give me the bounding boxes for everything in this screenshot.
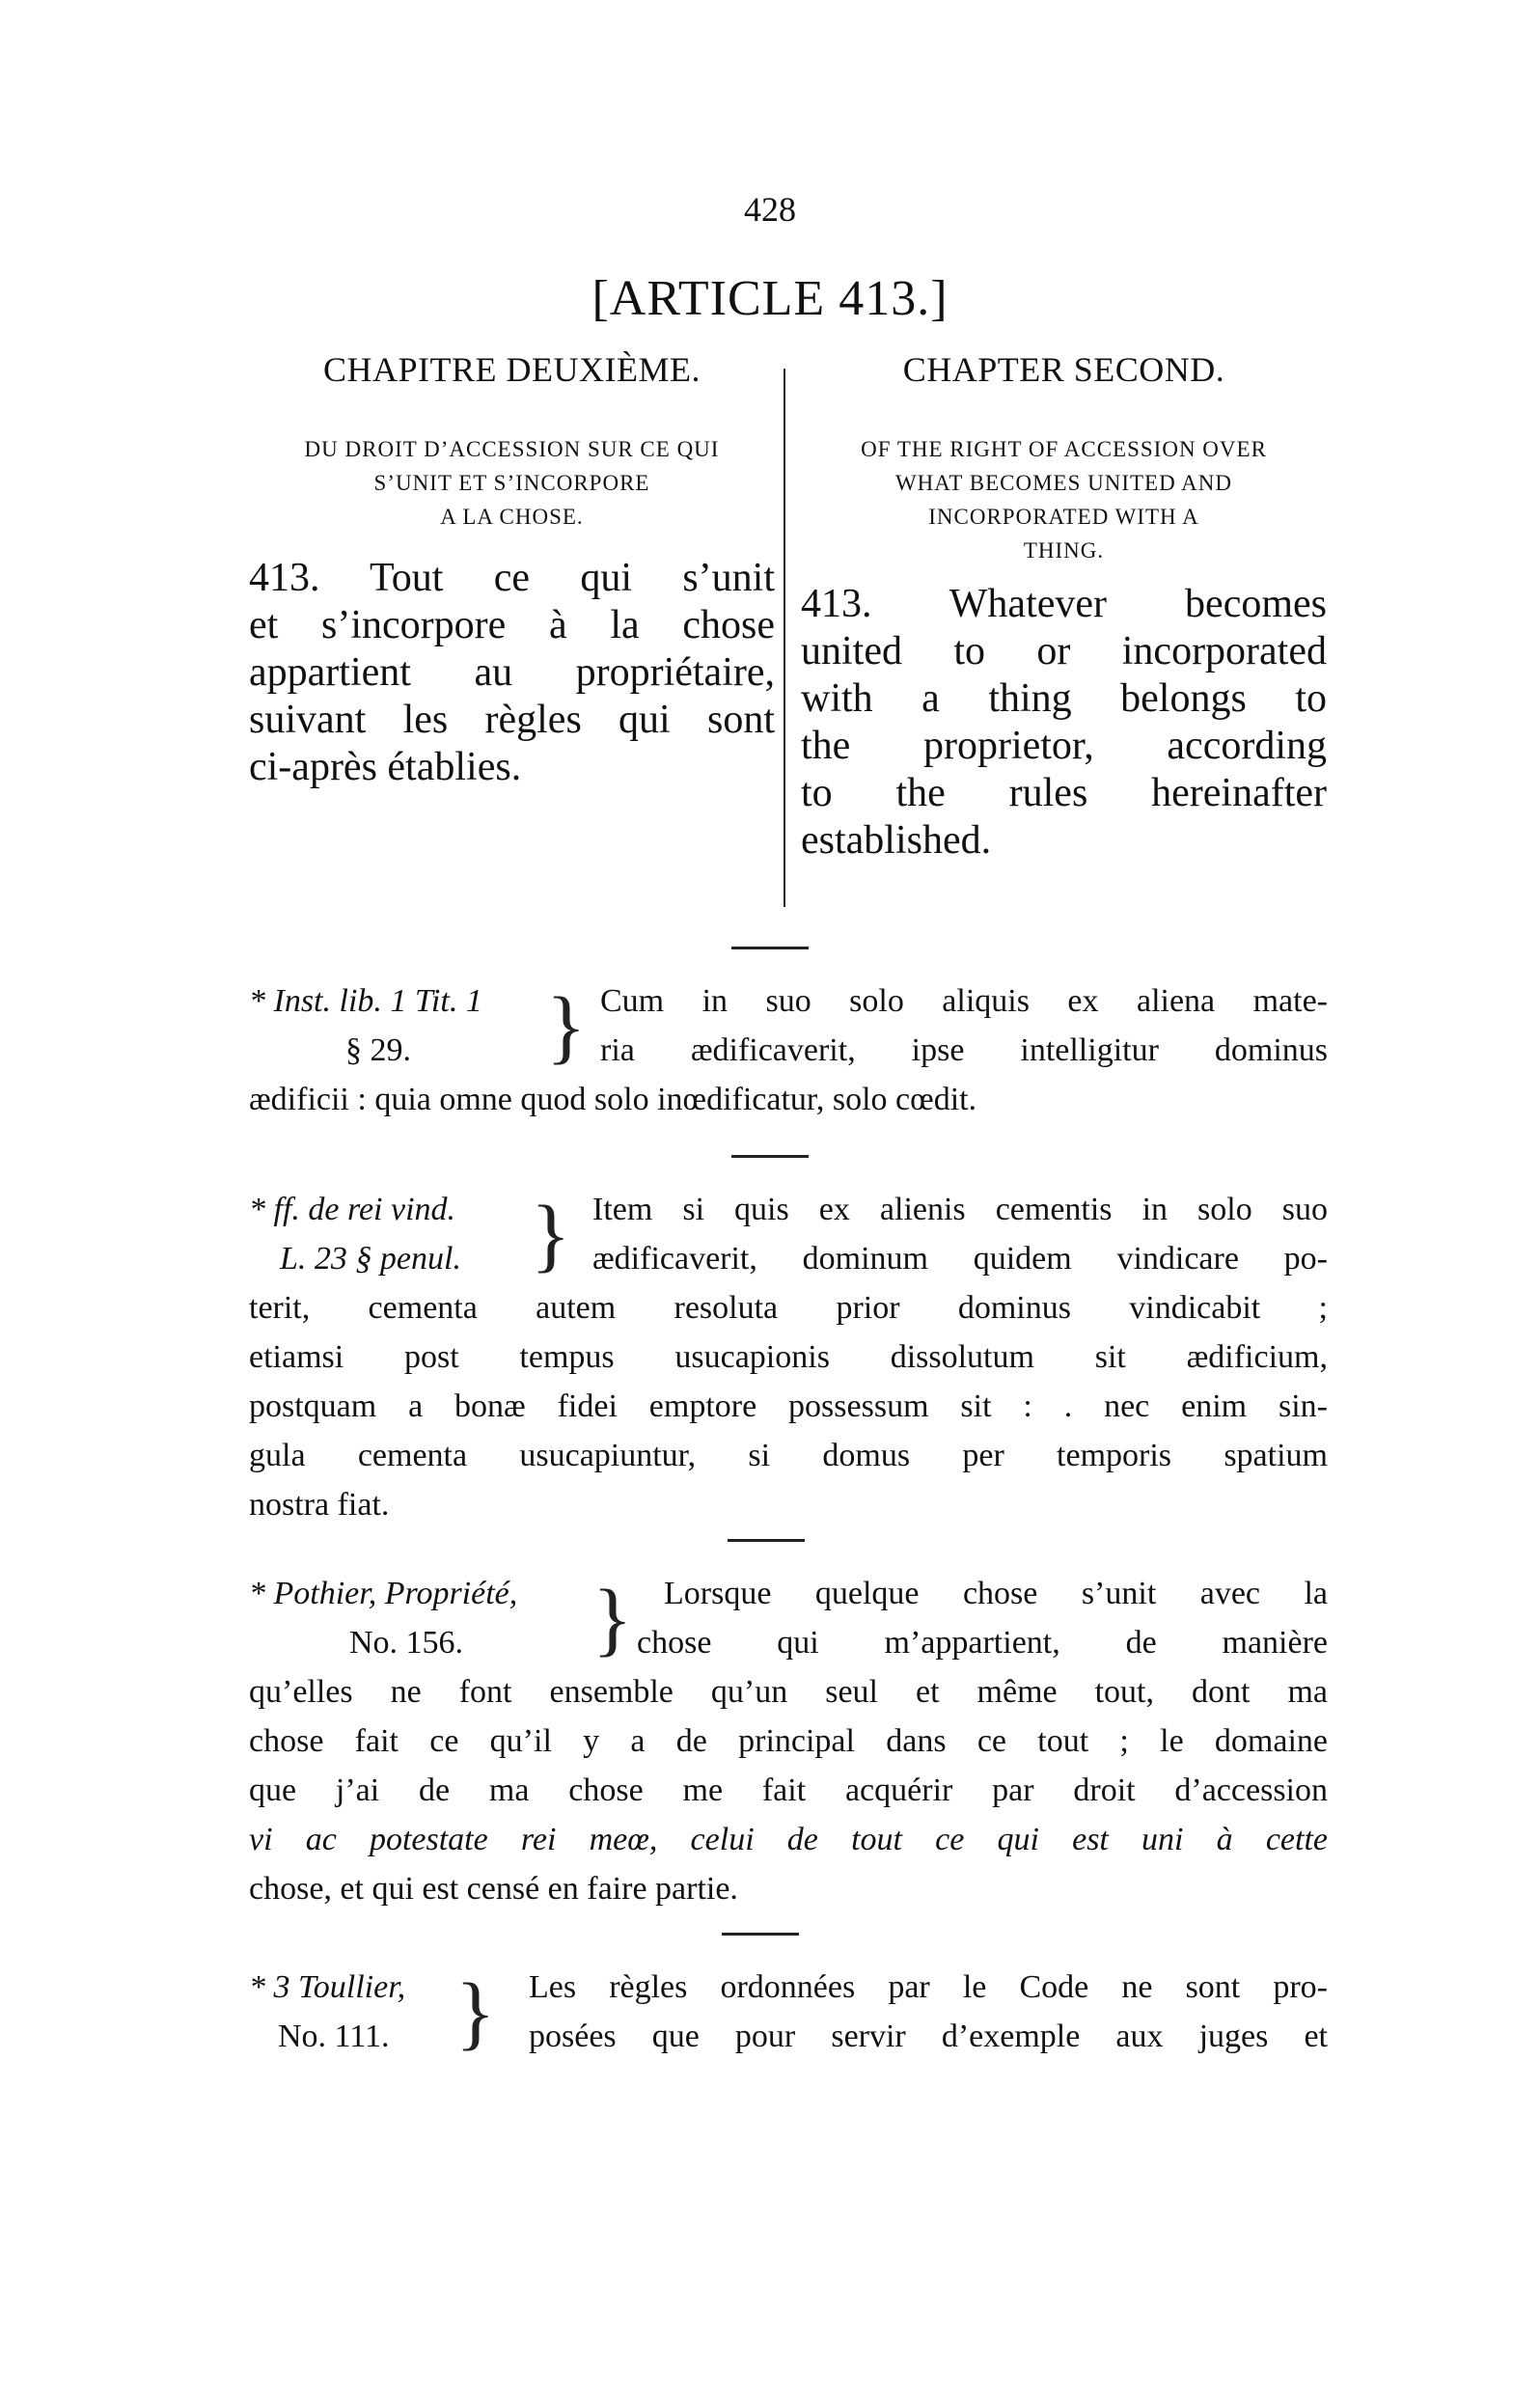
note-text-line: terit, cementa autem resoluta prior dominus vindicabit ; xyxy=(249,1290,1328,1326)
note-reference: * Inst. lib. 1 Tit. 1 xyxy=(249,983,482,1019)
source-note xyxy=(249,1185,1328,1529)
brace-glyph: } xyxy=(592,1572,633,1664)
separator-rule xyxy=(728,1539,805,1542)
english-subtitle-line: WHAT BECOMES UNITED AND xyxy=(894,471,1233,495)
note-text-line: gula cementa usucapiuntur, si domus per temporis spatium xyxy=(249,1438,1328,1473)
french-article-line: ci-après établies. xyxy=(249,745,522,789)
english-article-line: to the rules hereinafter xyxy=(801,771,1327,815)
note-text-line: etiamsi post tempus usucapionis dissolutum sit ædificium, xyxy=(249,1339,1328,1375)
french-chapter-subtitle xyxy=(249,432,775,534)
note-text-line: Item si quis ex alienis cementis in solo suo xyxy=(592,1192,1328,1227)
source-note xyxy=(249,976,1328,1124)
english-subtitle-line: THING. xyxy=(1023,538,1105,563)
english-article-line: with a thing belongs to xyxy=(801,676,1327,721)
note-text-line: que j’ai de ma chose me fait acquérir par droit d’accession xyxy=(249,1772,1328,1808)
page-number: 428 xyxy=(744,190,796,229)
article-heading: [ARTICLE 413.] xyxy=(591,271,949,326)
note-reference-section: § 29. xyxy=(345,1032,411,1068)
note-text-line: Cum in suo solo aliquis ex aliena mate- xyxy=(600,983,1328,1019)
english-chapter-subtitle xyxy=(801,432,1327,567)
french-article-text xyxy=(249,555,775,791)
note-text-line: ædificaverit, dominum quidem vindicare po- xyxy=(592,1241,1328,1277)
note-text-line: chose qui m’appartient, de manière xyxy=(637,1625,1328,1661)
english-article-line: the proprietor, according xyxy=(801,724,1327,768)
note-reference: * Pothier, Propriété, xyxy=(249,1576,518,1611)
note-reference-section: No. 156. xyxy=(349,1625,464,1661)
note-text-line: nostra fiat. xyxy=(249,1487,390,1523)
french-column xyxy=(249,349,775,791)
note-text-line: chose, et qui est censé en faire partie. xyxy=(249,1871,738,1907)
french-article-line: appartient au propriétaire, xyxy=(249,650,775,695)
english-article-text xyxy=(801,581,1327,865)
note-reference: * 3 Toullier, xyxy=(249,1969,406,2005)
english-article-line: established. xyxy=(801,818,992,863)
note-text-line: postquam a bonæ fidei emptore possessum sit : . nec enim sin- xyxy=(249,1388,1328,1424)
note-text-line: Les règles ordonnées par le Code ne sont pro- xyxy=(529,1969,1328,2005)
note-reference-section: L. 23 § penul. xyxy=(280,1241,461,1277)
note-text-line: ædificii : quia omne quod solo inœdificatur, solo cœdit. xyxy=(249,1082,977,1117)
note-reference-section: No. 111. xyxy=(278,2019,390,2054)
separator-rule xyxy=(731,1155,809,1158)
french-article-line: 413. Tout ce qui s’unit xyxy=(249,556,775,600)
english-column xyxy=(801,349,1327,865)
brace-glyph: } xyxy=(455,1965,496,2058)
note-reference: * ff. de rei vind. xyxy=(249,1192,456,1227)
french-chapter-title: CHAPITRE DEUXIÈME. xyxy=(323,350,701,389)
english-article-line: 413. Whatever becomes xyxy=(801,582,1327,626)
note-text-line: Lorsque quelque chose s’unit avec la xyxy=(664,1576,1328,1611)
brace-glyph: } xyxy=(546,979,587,1072)
english-chapter-title: CHAPTER SECOND. xyxy=(902,350,1225,389)
separator-rule xyxy=(722,1933,799,1936)
french-subtitle-line: A LA CHOSE. xyxy=(440,505,584,529)
english-article-line: united to or incorporated xyxy=(801,629,1327,673)
note-text-line: vi ac potestate rei meœ, celui de tout ce qui est uni à cette xyxy=(249,1822,1328,1857)
column-divider xyxy=(784,369,785,907)
french-article-line: suivant les règles qui sont xyxy=(249,698,775,742)
french-subtitle-line: S’UNIT ET S’INCORPORE xyxy=(373,471,650,495)
english-subtitle-line: OF THE RIGHT OF ACCESSION OVER xyxy=(861,437,1267,461)
source-note xyxy=(249,1569,1328,1913)
note-text-line: qu’elles ne font ensemble qu’un seul et même tout, dont ma xyxy=(249,1674,1328,1710)
french-subtitle-line: DU DROIT D’ACCESSION SUR CE QUI xyxy=(304,437,720,461)
note-text-line: posées que pour servir d’exemple aux juges et xyxy=(529,2019,1328,2054)
english-subtitle-line: INCORPORATED WITH A xyxy=(928,505,1199,529)
note-text-line: chose fait ce qu’il y a de principal dans ce tout ; le domaine xyxy=(249,1723,1328,1759)
note-text-line: ria ædificaverit, ipse intelligitur dominus xyxy=(600,1032,1328,1068)
source-note xyxy=(249,1963,1328,2061)
separator-rule xyxy=(731,947,809,949)
french-article-line: et s’incorpore à la chose xyxy=(249,603,775,647)
brace-glyph: } xyxy=(531,1188,571,1280)
